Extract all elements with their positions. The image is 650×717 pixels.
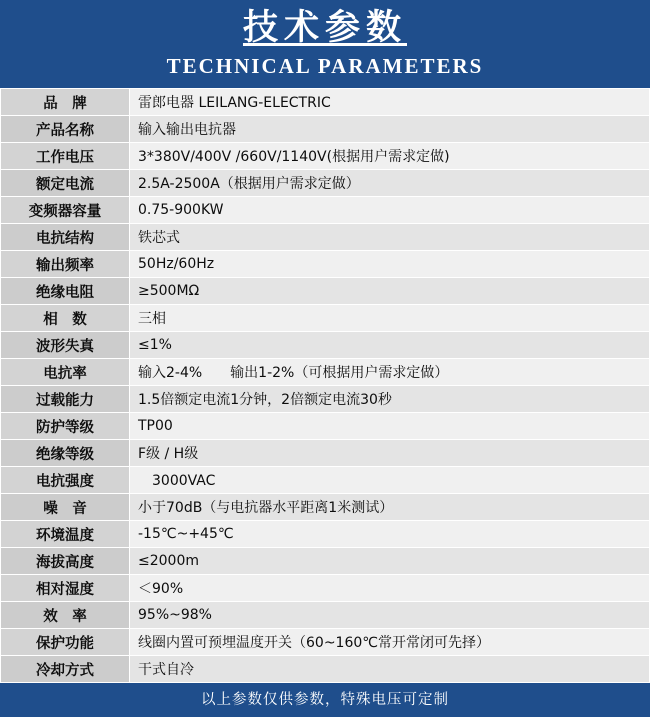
table-row <box>1 116 650 143</box>
page-title-en: TECHNICAL PARAMETERS <box>166 54 484 78</box>
parameters-table-body <box>1 89 650 683</box>
table-row <box>1 548 650 575</box>
row-label: 防护等级 <box>1 413 130 440</box>
row-label: 相对湿度 <box>1 575 130 602</box>
row-value: ≤1% <box>130 332 650 359</box>
row-value: TP00 <box>130 413 650 440</box>
table-row <box>1 602 650 629</box>
footer-note: 以上参数仅供参数，特殊电压可定制 <box>0 683 650 717</box>
row-label: 效 率 <box>1 602 130 629</box>
table-row <box>1 143 650 170</box>
table-row <box>1 170 650 197</box>
table-row <box>1 359 650 386</box>
row-value: 雷郎电器 LEILANG-ELECTRIC <box>130 89 650 116</box>
row-value: 小于70dB（与电抗器水平距离1米测试） <box>130 494 650 521</box>
table-row <box>1 197 650 224</box>
table-row <box>1 413 650 440</box>
row-label: 品 牌 <box>1 89 130 116</box>
table-row <box>1 332 650 359</box>
row-label: 冷却方式 <box>1 656 130 683</box>
table-row <box>1 224 650 251</box>
row-value: 95%~98% <box>130 602 650 629</box>
row-value: 干式自冷 <box>130 656 650 683</box>
row-value: -15℃~+45℃ <box>130 521 650 548</box>
row-value: 50Hz/60Hz <box>130 251 650 278</box>
row-value: 输入输出电抗器 <box>130 116 650 143</box>
row-value: ≥500MΩ <box>130 278 650 305</box>
table-row <box>1 251 650 278</box>
row-label: 绝缘电阻 <box>1 278 130 305</box>
row-label: 相 数 <box>1 305 130 332</box>
table-row <box>1 467 650 494</box>
row-label: 输出频率 <box>1 251 130 278</box>
table-row <box>1 494 650 521</box>
table-row <box>1 305 650 332</box>
parameters-table <box>0 88 650 683</box>
row-label: 波形失真 <box>1 332 130 359</box>
row-label: 电抗率 <box>1 359 130 386</box>
table-row <box>1 629 650 656</box>
table-row <box>1 656 650 683</box>
row-label: 电抗结构 <box>1 224 130 251</box>
row-label: 噪 音 <box>1 494 130 521</box>
row-value: 3*380V/400V /660V/1140V(根据用户需求定做) <box>130 143 650 170</box>
table-row <box>1 575 650 602</box>
row-value: 三相 <box>130 305 650 332</box>
row-value: 输入2-4% 输出1-2%（可根据用户需求定做） <box>130 359 650 386</box>
row-label: 保护功能 <box>1 629 130 656</box>
row-value: 线圈内置可预埋温度开关（60~160℃常开常闭可先择） <box>130 629 650 656</box>
row-label: 工作电压 <box>1 143 130 170</box>
row-value: ≤2000m <box>130 548 650 575</box>
row-label: 产品名称 <box>1 116 130 143</box>
row-value: 2.5A-2500A（根据用户需求定做） <box>130 170 650 197</box>
row-value: F级 / H级 <box>130 440 650 467</box>
row-label: 环境温度 <box>1 521 130 548</box>
row-value: 铁芯式 <box>130 224 650 251</box>
row-value: 0.75-900KW <box>130 197 650 224</box>
page-title-cn: 技术参数 <box>242 8 407 48</box>
row-label: 电抗强度 <box>1 467 130 494</box>
row-value: 3000VAC <box>130 467 650 494</box>
table-row <box>1 89 650 116</box>
row-label: 额定电流 <box>1 170 130 197</box>
row-label: 变频器容量 <box>1 197 130 224</box>
header-banner <box>0 0 650 88</box>
row-label: 海拔高度 <box>1 548 130 575</box>
row-value: 1.5倍额定电流1分钟，2倍额定电流30秒 <box>130 386 650 413</box>
row-label: 绝缘等级 <box>1 440 130 467</box>
table-row <box>1 278 650 305</box>
row-value: ＜90% <box>130 575 650 602</box>
table-row <box>1 386 650 413</box>
table-row <box>1 521 650 548</box>
row-label: 过载能力 <box>1 386 130 413</box>
table-row <box>1 440 650 467</box>
